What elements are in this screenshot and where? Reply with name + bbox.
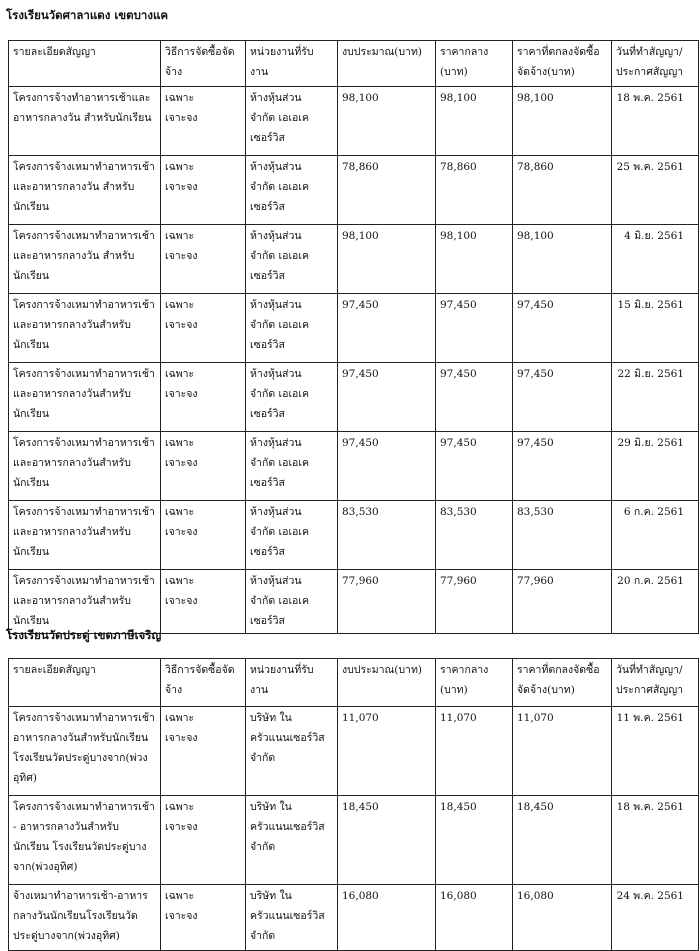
contract-detail-cell xyxy=(9,707,161,796)
cell-text-line: และอาหารกลางวัน สำหรับ xyxy=(13,181,135,193)
cell-text-line: รายละเอียดสัญญา xyxy=(13,46,96,58)
budget-cell: 97,450 xyxy=(338,432,436,501)
cell-text-line: รายละเอียดสัญญา xyxy=(13,664,96,676)
procurement-table xyxy=(8,40,699,634)
cell-text-line: โรงเรียนวัดประดู่บางจาก(พ่วง xyxy=(13,752,148,764)
table-row xyxy=(9,796,699,885)
contract-date-cell: 24 พ.ค. 2561 xyxy=(612,885,699,951)
column-header xyxy=(161,41,246,87)
vendor-cell xyxy=(246,225,338,294)
contract-date-cell: 20 ก.ค. 2561 xyxy=(612,570,699,634)
contract-detail-cell xyxy=(9,796,161,885)
cell-text-line: นักเรียน xyxy=(13,201,50,213)
column-header xyxy=(436,659,513,707)
vendor-cell xyxy=(246,432,338,501)
procurement-method-cell xyxy=(161,363,246,432)
cell-text-line: ครัวแนนเซอร์วิส xyxy=(250,732,325,744)
cell-text-line: เฉพาะ xyxy=(165,368,195,380)
cell-text-line: เซอร์วิส xyxy=(250,546,285,558)
median-price-cell: 11,070 xyxy=(436,707,513,796)
agreed-price-cell: 98,100 xyxy=(513,87,612,156)
column-header xyxy=(246,659,338,707)
cell-text-line: เซอร์วิส xyxy=(250,615,285,627)
procurement-method-cell xyxy=(161,156,246,225)
cell-text-line: จ้างเหมาทำอาหารเช้า-อาหาร xyxy=(13,890,148,902)
cell-text-line: โครงการจ้างเหมาทำอาหารเช้า xyxy=(13,161,155,173)
cell-text-line: ห้างหุ้นส่วน xyxy=(250,161,302,173)
cell-text-line: และอาหารกลางวัน สำหรับ xyxy=(13,250,135,262)
table-row xyxy=(9,570,699,634)
median-price-cell: 97,450 xyxy=(436,363,513,432)
cell-text-line: เฉพาะ xyxy=(165,161,195,173)
cell-text-line: จัดจ้าง(บาท) xyxy=(517,66,575,78)
procurement-method-cell xyxy=(161,885,246,951)
cell-text-line: ประดู่บางจาก(พ่วงอุทิศ) xyxy=(13,930,120,942)
cell-text-line: จำกัด เอเอเค xyxy=(250,112,309,124)
cell-text-line: จำกัด เอเอเค xyxy=(250,526,309,538)
contract-date-cell: 25 พ.ค. 2561 xyxy=(612,156,699,225)
budget-cell: 83,530 xyxy=(338,501,436,570)
cell-text-line: เจาะจง xyxy=(165,910,198,922)
cell-text-line: นักเรียน xyxy=(13,546,50,558)
procurement-table xyxy=(8,658,699,951)
cell-text-line: เฉพาะ xyxy=(165,712,195,724)
cell-text-line: และอาหารกลางวันสำหรับ xyxy=(13,595,131,607)
cell-text-line: เจาะจง xyxy=(165,595,198,607)
cell-text-line: อาหารกลางวัน สำหรับนักเรียน xyxy=(13,112,152,124)
budget-cell: 16,080 xyxy=(338,885,436,951)
cell-text-line: อุทิศ) xyxy=(13,772,37,784)
cell-text-line: - อาหารกลางวันสำหรับ xyxy=(13,821,119,833)
median-price-cell: 78,860 xyxy=(436,156,513,225)
cell-text-line: จำกัด เอเอเค xyxy=(250,595,309,607)
cell-text-line: เฉพาะ xyxy=(165,801,195,813)
cell-text-line: จำกัด เอเอเค xyxy=(250,250,309,262)
vendor-cell xyxy=(246,87,338,156)
contract-detail-cell xyxy=(9,570,161,634)
cell-text-line: เฉพาะ xyxy=(165,437,195,449)
contract-date-cell: 22 มิ.ย. 2561 xyxy=(612,363,699,432)
cell-text-line: นักเรียน โรงเรียนวัดประดู่บาง xyxy=(13,841,147,853)
cell-text-line: นักเรียน xyxy=(13,339,50,351)
agreed-price-cell: 83,530 xyxy=(513,501,612,570)
cell-text-line: วันที่ทำสัญญา/ xyxy=(616,46,683,58)
cell-text-line: งาน xyxy=(250,66,269,78)
vendor-cell xyxy=(246,796,338,885)
cell-text-line: (บาท) xyxy=(440,684,468,696)
contract-date-cell: 6 ก.ค. 2561 xyxy=(612,501,699,570)
cell-text-line: วิธีการจัดซื้อจัด xyxy=(165,46,235,58)
contract-date-cell: 18 พ.ค. 2561 xyxy=(612,87,699,156)
cell-text-line: ประกาศสัญญา xyxy=(616,684,684,696)
vendor-cell xyxy=(246,363,338,432)
table-row xyxy=(9,501,699,570)
cell-text-line: จ้าง xyxy=(165,66,183,78)
cell-text-line: และอาหารกลางวันสำหรับ xyxy=(13,319,131,331)
column-header xyxy=(436,41,513,87)
cell-text-line: อาหารกลางวันสำหรับนักเรียน xyxy=(13,732,149,744)
cell-text-line: จาก(พ่วงอุทิศ) xyxy=(13,861,78,873)
cell-text-line: งาน xyxy=(250,684,269,696)
cell-text-line: เจาะจง xyxy=(165,821,198,833)
cell-text-line: บริษัท ใน xyxy=(250,801,292,813)
cell-text-line: จ้าง xyxy=(165,684,183,696)
procurement-method-cell xyxy=(161,501,246,570)
contract-detail-cell xyxy=(9,501,161,570)
column-header xyxy=(612,41,699,87)
cell-text-line: เจาะจง xyxy=(165,526,198,538)
table-row xyxy=(9,707,699,796)
contract-detail-cell xyxy=(9,432,161,501)
section-title: โรงเรียนวัดประดู่ เขตภาษีเจริญ xyxy=(6,628,162,642)
cell-text-line: โครงการจ้างเหมาทำอาหารเช้า xyxy=(13,230,155,242)
cell-text-line: เซอร์วิส xyxy=(250,477,285,489)
cell-text-line: นักเรียน xyxy=(13,408,50,420)
budget-cell: 98,100 xyxy=(338,225,436,294)
agreed-price-cell: 97,450 xyxy=(513,294,612,363)
median-price-cell: 18,450 xyxy=(436,796,513,885)
table-row xyxy=(9,156,699,225)
cell-text-line: นักเรียน xyxy=(13,615,50,627)
contract-date-cell: 29 มิ.ย. 2561 xyxy=(612,432,699,501)
procurement-method-cell xyxy=(161,225,246,294)
table-row xyxy=(9,363,699,432)
cell-text-line: จำกัด เอเอเค xyxy=(250,181,309,193)
cell-text-line: เซอร์วิส xyxy=(250,408,285,420)
table-row xyxy=(9,294,699,363)
cell-text-line: บริษัท ใน xyxy=(250,890,292,902)
cell-text-line: ราคากลาง xyxy=(440,664,489,676)
cell-text-line: โครงการจ้างเหมาทำอาหารเช้า xyxy=(13,368,155,380)
cell-text-line: ห้างหุ้นส่วน xyxy=(250,299,302,311)
budget-cell: 98,100 xyxy=(338,87,436,156)
column-header xyxy=(513,659,612,707)
cell-text-line: นักเรียน xyxy=(13,477,50,489)
median-price-cell: 97,450 xyxy=(436,294,513,363)
budget-cell: 77,960 xyxy=(338,570,436,634)
contract-detail-cell xyxy=(9,156,161,225)
column-header xyxy=(9,659,161,707)
column-header xyxy=(612,659,699,707)
table-row xyxy=(9,432,699,501)
cell-text-line: หน่วยงานที่รับ xyxy=(250,664,314,676)
cell-text-line: เซอร์วิส xyxy=(250,132,285,144)
cell-text-line: เจาะจง xyxy=(165,112,198,124)
cell-text-line: บริษัท ใน xyxy=(250,712,292,724)
median-price-cell: 98,100 xyxy=(436,225,513,294)
contract-date-cell: 18 พ.ค. 2561 xyxy=(612,796,699,885)
procurement-method-cell xyxy=(161,796,246,885)
table-row xyxy=(9,225,699,294)
cell-text-line: จำกัด เอเอเค xyxy=(250,388,309,400)
median-price-cell: 77,960 xyxy=(436,570,513,634)
contract-detail-cell xyxy=(9,87,161,156)
cell-text-line: จำกัด xyxy=(250,930,276,942)
cell-text-line: ราคากลาง xyxy=(440,46,489,58)
agreed-price-cell: 16,080 xyxy=(513,885,612,951)
vendor-cell xyxy=(246,707,338,796)
contract-date-cell: 4 มิ.ย. 2561 xyxy=(612,225,699,294)
contract-detail-cell xyxy=(9,885,161,951)
cell-text-line: ครัวแนนเซอร์วิส xyxy=(250,910,325,922)
cell-text-line: โครงการจ้างทำอาหารเช้าและ xyxy=(13,92,151,104)
vendor-cell xyxy=(246,294,338,363)
cell-text-line: เจาะจง xyxy=(165,732,198,744)
column-header xyxy=(338,659,436,707)
cell-text-line: ห้างหุ้นส่วน xyxy=(250,92,302,104)
cell-text-line: เฉพาะ xyxy=(165,890,195,902)
table-header-row xyxy=(9,659,699,707)
cell-text-line: เฉพาะ xyxy=(165,230,195,242)
procurement-method-cell xyxy=(161,707,246,796)
vendor-cell xyxy=(246,885,338,951)
cell-text-line: เจาะจง xyxy=(165,181,198,193)
cell-text-line: เจาะจง xyxy=(165,319,198,331)
cell-text-line: โครงการจ้างเหมาทำอาหารเช้า xyxy=(13,506,155,518)
table-row xyxy=(9,885,699,951)
column-header xyxy=(513,41,612,87)
cell-text-line: โครงการจ้างเหมาทำอาหารเช้า xyxy=(13,575,155,587)
cell-text-line: งบประมาณ(บาท) xyxy=(342,46,422,58)
table-row xyxy=(9,87,699,156)
cell-text-line: จัดจ้าง(บาท) xyxy=(517,684,575,696)
budget-cell: 18,450 xyxy=(338,796,436,885)
column-header xyxy=(338,41,436,87)
agreed-price-cell: 11,070 xyxy=(513,707,612,796)
cell-text-line: ห้างหุ้นส่วน xyxy=(250,230,302,242)
cell-text-line: จำกัด xyxy=(250,752,276,764)
median-price-cell: 97,450 xyxy=(436,432,513,501)
cell-text-line: จำกัด เอเอเค xyxy=(250,319,309,331)
contract-date-cell: 11 พ.ค. 2561 xyxy=(612,707,699,796)
contract-detail-cell xyxy=(9,225,161,294)
cell-text-line: หน่วยงานที่รับ xyxy=(250,46,314,58)
cell-text-line: เฉพาะ xyxy=(165,575,195,587)
budget-cell: 11,070 xyxy=(338,707,436,796)
cell-text-line: ประกาศสัญญา xyxy=(616,66,684,78)
vendor-cell xyxy=(246,156,338,225)
cell-text-line: โครงการจ้างเหมาทำอาหารเช้า xyxy=(13,801,155,813)
agreed-price-cell: 97,450 xyxy=(513,432,612,501)
contract-detail-cell xyxy=(9,363,161,432)
cell-text-line: จำกัด เอเอเค xyxy=(250,457,309,469)
cell-text-line: เซอร์วิส xyxy=(250,201,285,213)
cell-text-line: โครงการจ้างเหมาทำอาหารเช้า xyxy=(13,712,155,724)
agreed-price-cell: 77,960 xyxy=(513,570,612,634)
cell-text-line: เจาะจง xyxy=(165,457,198,469)
cell-text-line: เซอร์วิส xyxy=(250,270,285,282)
cell-text-line: จำกัด xyxy=(250,841,276,853)
contract-date-cell: 15 มิ.ย. 2561 xyxy=(612,294,699,363)
vendor-cell xyxy=(246,501,338,570)
section-title: โรงเรียนวัดศาลาแดง เขตบางแค xyxy=(6,8,169,22)
cell-text-line: ครัวแนนเซอร์วิส xyxy=(250,821,325,833)
agreed-price-cell: 97,450 xyxy=(513,363,612,432)
cell-text-line: เฉพาะ xyxy=(165,506,195,518)
median-price-cell: 16,080 xyxy=(436,885,513,951)
cell-text-line: โครงการจ้างเหมาทำอาหารเช้า xyxy=(13,299,155,311)
procurement-method-cell xyxy=(161,570,246,634)
budget-cell: 97,450 xyxy=(338,294,436,363)
cell-text-line: วันที่ทำสัญญา/ xyxy=(616,664,683,676)
procurement-method-cell xyxy=(161,87,246,156)
column-header xyxy=(161,659,246,707)
cell-text-line: (บาท) xyxy=(440,66,468,78)
procurement-method-cell xyxy=(161,294,246,363)
contract-detail-cell xyxy=(9,294,161,363)
column-header xyxy=(246,41,338,87)
cell-text-line: เจาะจง xyxy=(165,388,198,400)
cell-text-line: วิธีการจัดซื้อจัด xyxy=(165,664,235,676)
cell-text-line: ห้างหุ้นส่วน xyxy=(250,368,302,380)
cell-text-line: และอาหารกลางวันสำหรับ xyxy=(13,526,131,538)
cell-text-line: เจาะจง xyxy=(165,250,198,262)
cell-text-line: ราคาที่ตกลงจัดซื้อ xyxy=(517,664,600,676)
median-price-cell: 83,530 xyxy=(436,501,513,570)
cell-text-line: และอาหารกลางวันสำหรับ xyxy=(13,388,131,400)
table-header-row xyxy=(9,41,699,87)
cell-text-line: งบประมาณ(บาท) xyxy=(342,664,422,676)
agreed-price-cell: 78,860 xyxy=(513,156,612,225)
vendor-cell xyxy=(246,570,338,634)
cell-text-line: เฉพาะ xyxy=(165,299,195,311)
cell-text-line: โครงการจ้างเหมาทำอาหารเช้า xyxy=(13,437,155,449)
cell-text-line: ห้างหุ้นส่วน xyxy=(250,575,302,587)
cell-text-line: ห้างหุ้นส่วน xyxy=(250,506,302,518)
agreed-price-cell: 98,100 xyxy=(513,225,612,294)
agreed-price-cell: 18,450 xyxy=(513,796,612,885)
cell-text-line: ราคาที่ตกลงจัดซื้อ xyxy=(517,46,600,58)
budget-cell: 97,450 xyxy=(338,363,436,432)
cell-text-line: กลางวันนักเรียนโรงเรียนวัด xyxy=(13,910,138,922)
cell-text-line: เซอร์วิส xyxy=(250,339,285,351)
cell-text-line: นักเรียน xyxy=(13,270,50,282)
median-price-cell: 98,100 xyxy=(436,87,513,156)
cell-text-line: และอาหารกลางวันสำหรับ xyxy=(13,457,131,469)
budget-cell: 78,860 xyxy=(338,156,436,225)
procurement-method-cell xyxy=(161,432,246,501)
cell-text-line: ห้างหุ้นส่วน xyxy=(250,437,302,449)
column-header xyxy=(9,41,161,87)
cell-text-line: เฉพาะ xyxy=(165,92,195,104)
